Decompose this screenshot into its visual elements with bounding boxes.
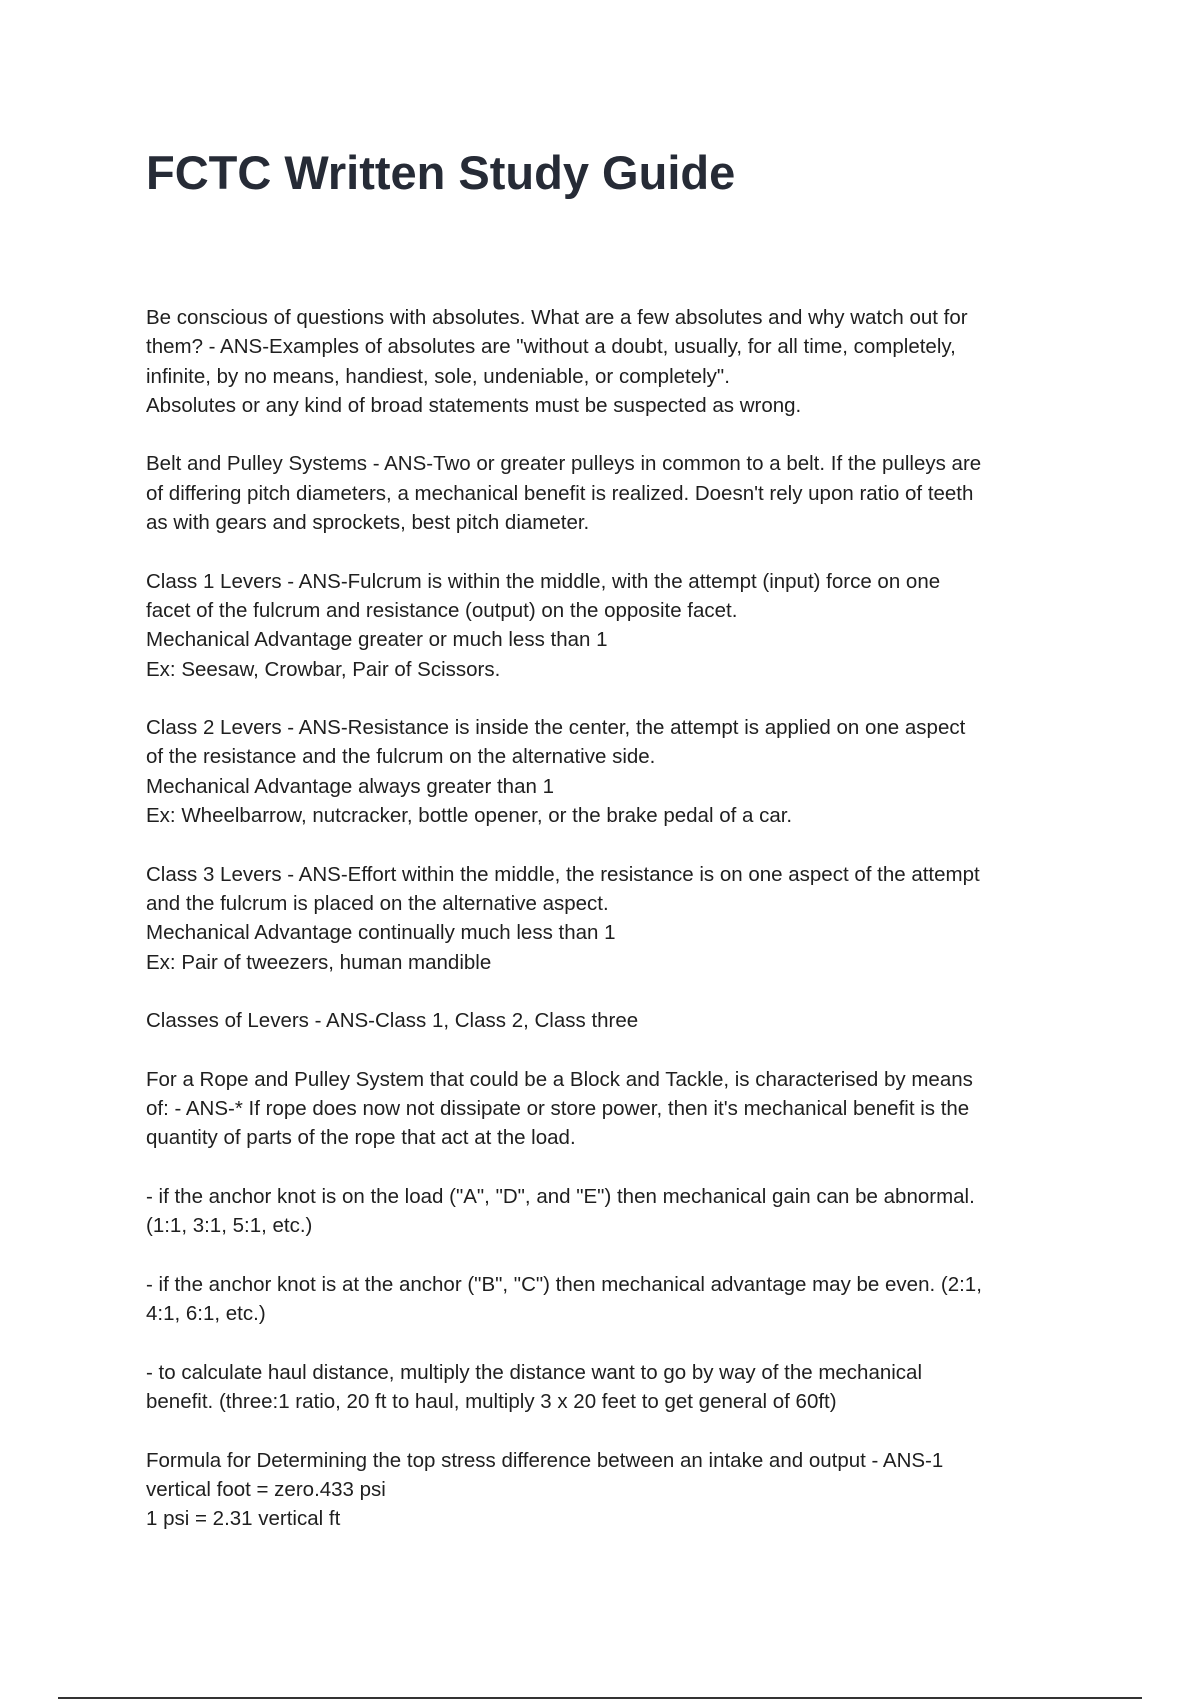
text-line: Class 1 Levers - ANS-Fulcrum is within the middle, with the attempt (input) force on one [146,569,941,593]
text-line: and the fulcrum is placed on the alternative aspect. [146,891,609,915]
text-line: facet of the fulcrum and resistance (output) on the opposite facet. [146,598,738,622]
page-title: FCTC Written Study Guide [146,146,736,199]
text-line: Ex: Seesaw, Crowbar, Pair of Scissors. [146,657,501,681]
text-line: Belt and Pulley Systems - ANS-Two or greater pulleys in common to a belt. If the pulleys are [146,452,982,476]
text-line: Mechanical Advantage continually much less than 1 [146,921,616,945]
page-bottom-divider [58,1697,1142,1699]
text-line: Class 3 Levers - ANS-Effort within the middle, the resistance is on one aspect of the attempt [146,862,980,886]
paragraph-classes-of-levers [146,1006,1071,1035]
text-line: Ex: Wheelbarrow, nutcracker, bottle opener, or the brake pedal of a car. [146,804,793,828]
text-line: Absolutes or any kind of broad statements must be suspected as wrong. [146,393,802,417]
paragraph-rope-pulley [146,1065,1071,1153]
text-line: benefit. (three:1 ratio, 20 ft to haul, multiply 3 x 20 feet to get general of 60ft) [146,1389,837,1413]
document-body [146,303,1071,1563]
text-line: of: - ANS-* If rope does now not dissipate or store power, then it's mechanical benefit is the [146,1097,970,1121]
text-line: Ex: Pair of tweezers, human mandible [146,950,492,974]
text-line: Mechanical Advantage always greater than 1 [146,774,554,798]
text-line: - to calculate haul distance, multiply the distance want to go by way of the mechanical [146,1360,923,1384]
text-line: vertical foot = zero.433 psi [146,1477,386,1501]
paragraph-class-2-levers [146,713,1071,830]
text-line: 1 psi = 2.31 vertical ft [146,1507,341,1531]
paragraph-pressure-formula [146,1446,1071,1534]
text-line: quantity of parts of the rope that act at the load. [146,1126,576,1150]
text-line: of the resistance and the fulcrum on the alternative side. [146,745,656,769]
text-line: as with gears and sprockets, best pitch diameter. [146,511,590,535]
text-line: Class 2 Levers - ANS-Resistance is inside the center, the attempt is applied on one aspect [146,716,966,740]
paragraph-class-1-levers [146,567,1071,684]
text-line: of differing pitch diameters, a mechanical benefit is realized. Doesn't rely upon ratio of teeth [146,481,974,505]
paragraph-haul-distance [146,1358,1071,1417]
text-line: 4:1, 6:1, etc.) [146,1302,266,1326]
text-line: Formula for Determining the top stress difference between an intake and output - ANS-1 [146,1448,944,1472]
text-line: Classes of Levers - ANS-Class 1, Class 2, Class three [146,1009,639,1033]
paragraph-belt-pulley [146,449,1071,537]
text-line: them? - ANS-Examples of absolutes are "without a doubt, usually, for all time, completely, [146,335,956,359]
text-line: infinite, by no means, handiest, sole, undeniable, or completely". [146,364,730,388]
paragraph-anchor-load [146,1182,1071,1241]
text-line: Mechanical Advantage greater or much less than 1 [146,628,608,652]
paragraph-absolutes [146,303,1071,420]
text-line: Be conscious of questions with absolutes. What are a few absolutes and why watch out for [146,306,968,329]
text-line: (1:1, 3:1, 5:1, etc.) [146,1214,313,1238]
paragraph-class-3-levers [146,860,1071,977]
text-line: - if the anchor knot is on the load ("A", "D", and "E") then mechanical gain can be abnormal. [146,1184,975,1208]
text-line: - if the anchor knot is at the anchor ("B", "C") then mechanical advantage may be even. (2:1, [146,1272,982,1296]
text-line: For a Rope and Pulley System that could be a Block and Tackle, is characterised by means [146,1067,973,1091]
paragraph-anchor-anchor [146,1270,1071,1329]
